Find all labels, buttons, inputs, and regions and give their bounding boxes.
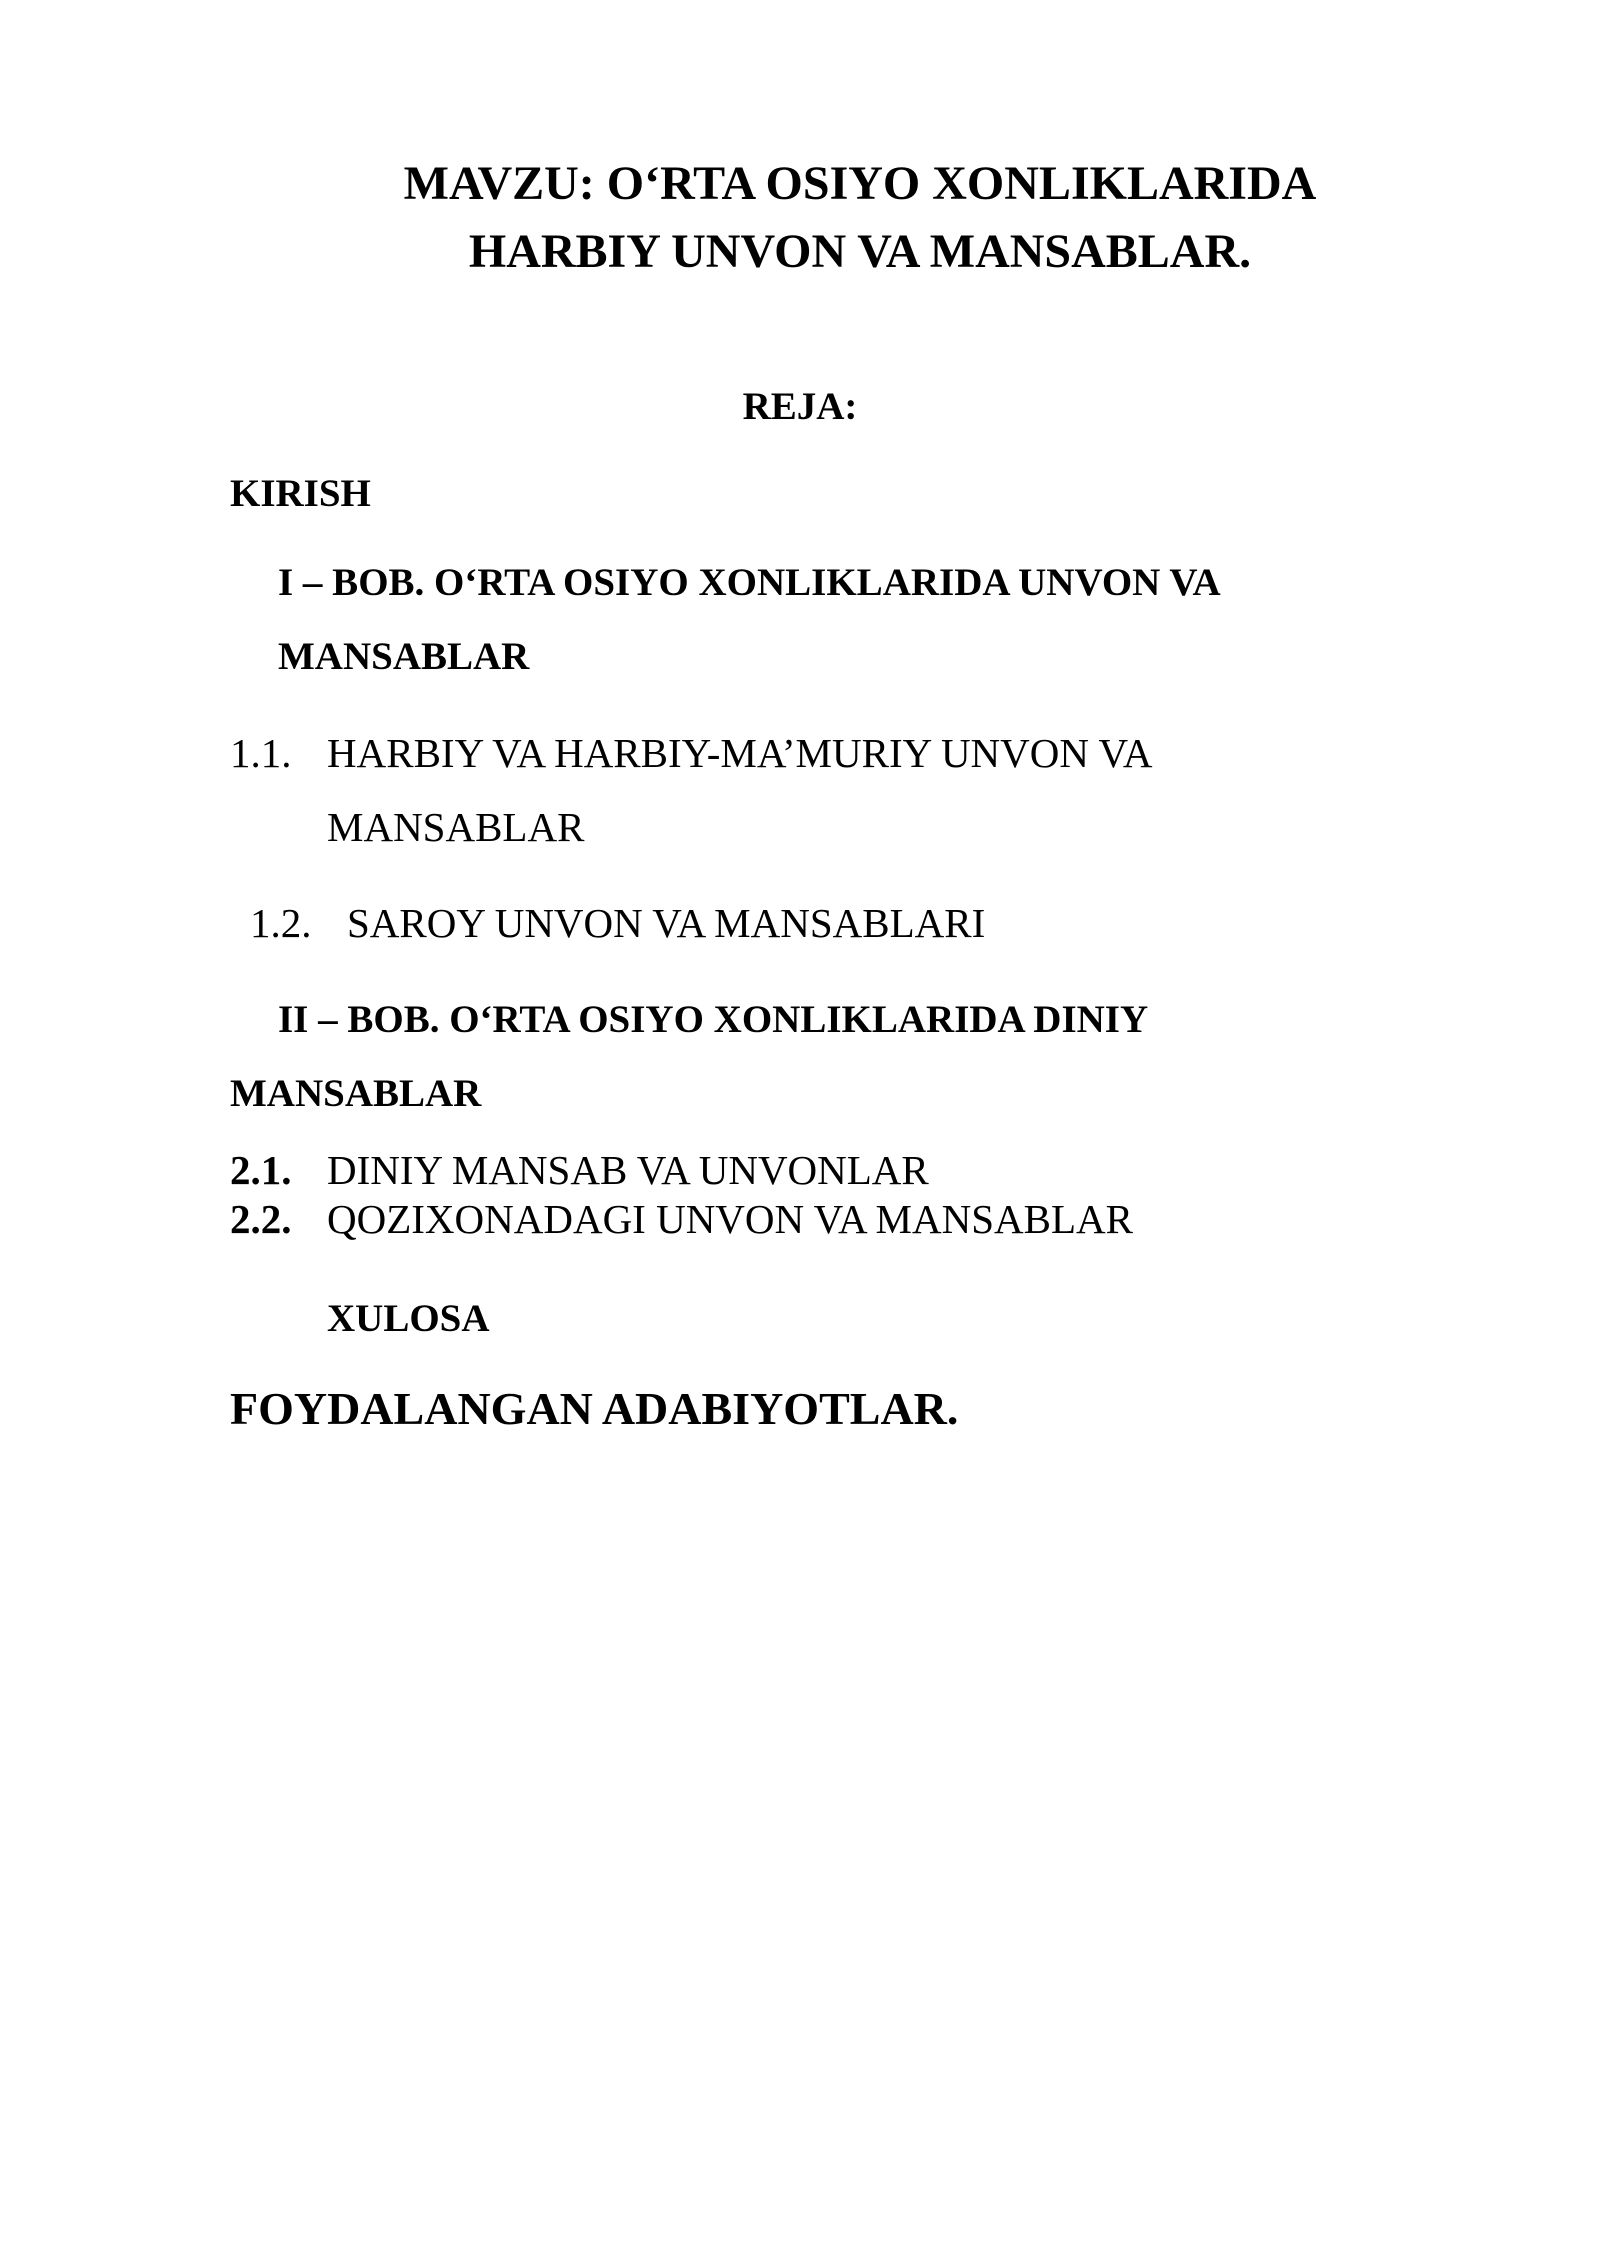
section-2-2-number: 2.2. xyxy=(230,1196,292,1242)
intro-item: KIRISH xyxy=(230,472,371,515)
chapter-2-line-2: MANSABLAR xyxy=(230,1072,482,1115)
section-1-2-number: 1.2. xyxy=(250,900,312,946)
conclusion-item: XULOSA xyxy=(327,1297,490,1340)
section-2-1-number: 2.1. xyxy=(230,1147,292,1193)
section-1-2-title: SAROY UNVON VA MANSABLARI xyxy=(347,900,986,946)
plan-heading: REJA: xyxy=(742,385,858,428)
section-1-1-number: 1.1. xyxy=(230,730,292,776)
document-title-line-2: HARBIY UNVON VA MANSABLAR. xyxy=(468,225,1252,278)
section-1-1-line-2: MANSABLAR xyxy=(327,804,585,850)
chapter-1-line-2: MANSABLAR xyxy=(278,635,530,678)
section-2-1-title: DINIY MANSAB VA UNVONLAR xyxy=(327,1147,929,1193)
section-1-1-line-1: HARBIY VA HARBIY-MA’MURIY UNVON VA xyxy=(327,730,1153,776)
section-2-2-title: QOZIXONADAGI UNVON VA MANSABLAR xyxy=(327,1196,1133,1242)
chapter-1-line-1: I – BOB. O‘RTA OSIYO XONLIKLARIDA UNVON VA xyxy=(278,561,1221,604)
chapter-2-line-1: II – BOB. O‘RTA OSIYO XONLIKLARIDA DINIY xyxy=(278,998,1149,1041)
references-item: FOYDALANGAN ADABIYOTLAR. xyxy=(230,1383,959,1434)
document-title-line-1: MAVZU: O‘RTA OSIYO XONLIKLARIDA xyxy=(403,157,1317,210)
